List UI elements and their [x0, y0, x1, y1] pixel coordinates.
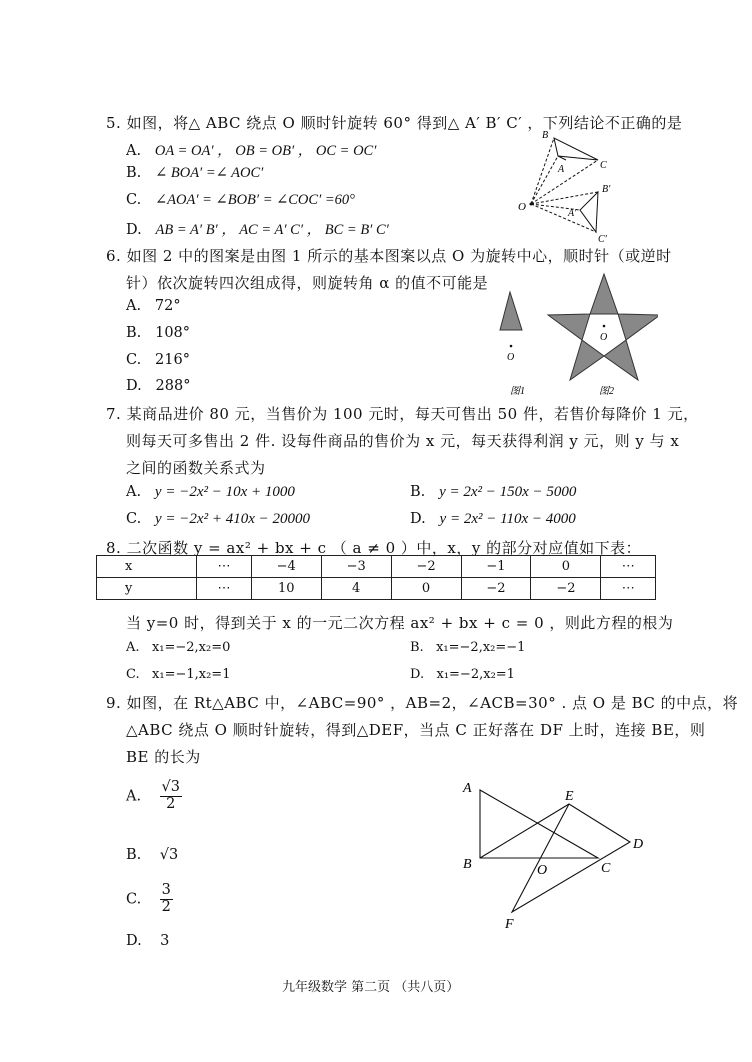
option-text: AB = A′ B′ ， AC = A′ C′ ， BC = B′ C′	[155, 222, 389, 238]
triangle-abc	[554, 138, 598, 160]
label-a: A	[558, 164, 565, 175]
fraction-numerator: 3	[161, 882, 171, 898]
table-cell: 10	[251, 578, 321, 600]
q9-stem-line2: △ABC 绕点 O 顺时针旋转，得到△DEF，当点 C 正好落在 DF 上时，连接 BE，则	[126, 721, 706, 739]
option-letter: D.	[410, 511, 426, 527]
option-letter: D.	[126, 378, 142, 394]
q9-option-b	[126, 847, 178, 863]
q8-option-a	[126, 640, 230, 655]
table-cell: 0	[531, 556, 601, 578]
option-letter: B.	[410, 640, 424, 655]
fraction-denominator: 2	[161, 898, 171, 915]
fig2-caption: 图2	[599, 386, 614, 397]
label-a-prime: A′	[568, 208, 577, 219]
option-letter: C.	[126, 511, 142, 527]
fraction	[160, 883, 173, 916]
option-text: 108°	[155, 325, 191, 341]
label-o: O	[518, 201, 526, 213]
q8-option-d	[410, 667, 515, 682]
label-b-prime: B′	[602, 184, 611, 195]
fraction	[160, 780, 182, 813]
q8-option-c	[126, 667, 230, 682]
q6-option-d	[126, 378, 190, 394]
q9-triangle-figure	[455, 776, 655, 936]
q6-star-figures	[492, 268, 658, 400]
fig1-basic-triangle	[500, 292, 522, 330]
table-cell: −1	[461, 556, 531, 578]
option-letter: C.	[126, 667, 140, 682]
table-cell: x	[97, 556, 197, 578]
option-text: x₁=−2,x₂=0	[151, 640, 231, 655]
label-e: E	[565, 789, 574, 804]
option-text: 3	[160, 933, 170, 949]
table-cell: ⋯	[601, 556, 656, 578]
option-letter: A.	[126, 640, 140, 655]
q9-stem-line3: BE 的长为	[126, 748, 201, 766]
table-cell: 0	[391, 578, 461, 600]
option-letter: B.	[126, 847, 142, 863]
option-text: √3	[159, 847, 179, 863]
q7-stem-line3: 之间的函数关系式为	[126, 459, 266, 477]
option-letter: A.	[126, 788, 142, 805]
option-letter: C.	[126, 352, 142, 368]
q9-option-a	[126, 780, 182, 813]
option-text: ∠AOA′ = ∠BOB′ = ∠COC′ =60°	[155, 192, 355, 208]
option-text: ∠ BOA′ =∠ AOC′	[155, 165, 264, 181]
label-b: B	[463, 857, 472, 872]
q7-option-a	[126, 484, 295, 501]
option-text: x₁=−1,x₂=1	[152, 667, 231, 682]
table-cell: ⋯	[197, 578, 252, 600]
q9-option-d	[126, 933, 169, 949]
table-cell: y	[97, 578, 197, 600]
label-c: C	[601, 861, 611, 876]
option-text: x₁=−2,x₂=1	[436, 667, 515, 682]
q7-option-b	[410, 484, 576, 501]
label-d: D	[633, 837, 644, 852]
q6-option-c	[126, 352, 190, 368]
q6-stem-line1: 6. 如图 2 中的图案是由图 1 所示的基本图案以点 O 为旋转中心，顺时针（或逆时	[106, 247, 672, 265]
q8-followup: 当 y=0 时，得到关于 x 的一元二次方程 ax² + bx + c = 0 ，则此方程的根为	[126, 614, 674, 632]
option-letter: D.	[410, 667, 425, 682]
option-text: y = −2x² + 410x − 20000	[155, 511, 310, 527]
label-b: B	[542, 130, 549, 141]
fig1-caption: 图1	[510, 386, 525, 397]
page-footer: 九年级数学 第二页 （共八页）	[282, 980, 460, 995]
option-letter: D.	[126, 933, 142, 949]
fraction-denominator: 2	[166, 795, 176, 812]
label-c: C	[600, 160, 607, 171]
option-text: 216°	[155, 352, 190, 368]
q5-stem: 5. 如图，将△ ABC 绕点 O 顺时针旋转 60° 得到△ A′ B′ C′ ，下列结论不正确的是	[106, 114, 683, 132]
label-c-prime: C′	[598, 234, 607, 244]
option-letter: B.	[410, 484, 426, 500]
q8-values-table	[96, 555, 656, 600]
table-cell: ⋯	[197, 556, 252, 578]
option-text: x₁=−2,x₂=−1	[436, 640, 526, 655]
q7-option-c	[126, 511, 310, 528]
option-text: y = −2x² − 10x + 1000	[154, 484, 295, 500]
q7-stem-line1: 7. 某商品进价 80 元，当售价为 100 元时，每天可售出 50 件，若售价每降价 1 元，	[106, 405, 699, 423]
label-a: A	[463, 781, 472, 796]
q6-option-a	[126, 298, 181, 314]
option-letter: C.	[126, 192, 142, 208]
label-f: F	[505, 917, 514, 932]
q5-option-a	[126, 139, 376, 160]
table-cell: ⋯	[601, 578, 656, 600]
fraction-numerator: √3	[161, 779, 180, 795]
q9-stem-line1: 9. 如图，在 Rt△ABC 中，∠ABC=90° ，AB=2，∠ACB=30° . 点 O 是 BC 的中点，将	[106, 694, 739, 712]
option-letter: C.	[126, 891, 142, 908]
option-text: 72°	[154, 298, 181, 314]
q5-rotation-figure	[510, 126, 620, 244]
option-letter: B.	[126, 325, 142, 341]
option-text: OA = OA′ ， OB = OB′ ， OC = OC′	[154, 143, 377, 159]
q9-option-c	[126, 883, 173, 916]
table-cell: −4	[251, 556, 321, 578]
table-cell: −2	[391, 556, 461, 578]
option-text: y = 2x² − 110x − 4000	[439, 511, 576, 527]
q6-option-b	[126, 325, 190, 341]
q7-option-d	[410, 511, 576, 528]
table-row	[97, 556, 656, 578]
option-text: 288°	[155, 378, 191, 394]
option-letter: D.	[126, 222, 142, 238]
q5-option-c	[126, 192, 355, 209]
label-o: O	[537, 863, 548, 878]
q5-option-b	[126, 165, 263, 182]
table-cell: −2	[531, 578, 601, 600]
q8-option-b	[410, 640, 525, 655]
option-letter: B.	[126, 165, 142, 181]
fig2-label-o: O	[600, 332, 608, 343]
fig1-label-o: O	[507, 352, 515, 363]
q7-stem-line2: 则每天可多售出 2 件. 设每件商品的售价为 x 元，每天获得利润 y 元，则 y 与 x	[126, 432, 680, 450]
option-letter: A.	[126, 484, 142, 500]
option-letter: A.	[126, 143, 142, 159]
table-cell: −2	[461, 578, 531, 600]
q5-option-d	[126, 218, 389, 239]
option-letter: A.	[126, 298, 142, 314]
q8-stem: 8. 二次函数 y = ax² + bx + c （ a ≠ 0 ）中，x，y 的部分对应值如下表：	[106, 539, 642, 557]
table-cell: −3	[321, 556, 391, 578]
option-text: y = 2x² − 150x − 5000	[439, 484, 577, 500]
table-cell: 4	[321, 578, 391, 600]
segment-be	[480, 804, 569, 858]
q6-stem-line2: 针）依次旋转四次组成得，则旋转角 α 的值不可能是	[126, 274, 489, 292]
table-row	[97, 578, 656, 600]
